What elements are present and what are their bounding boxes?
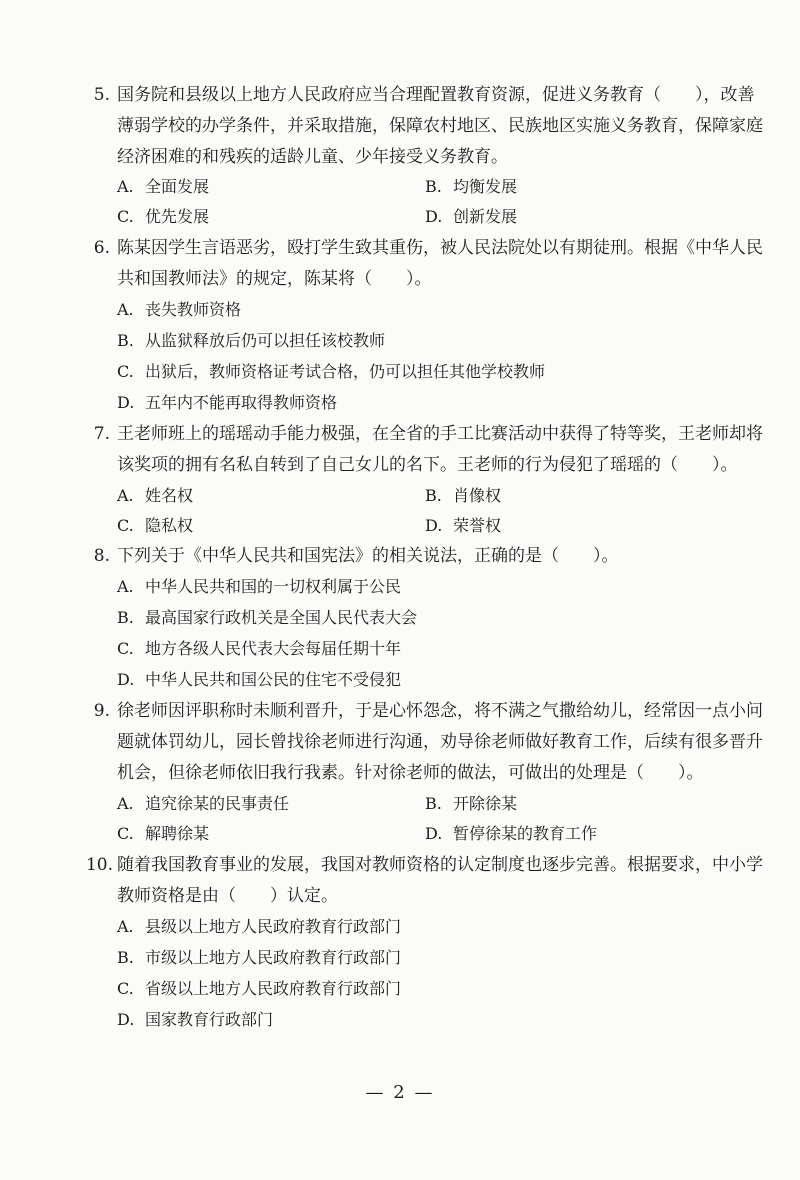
- option-letter: A.: [117, 177, 134, 196]
- option-text: 肖像权: [453, 486, 502, 505]
- option-letter: B.: [117, 608, 134, 627]
- option-a: [117, 485, 193, 507]
- option-b: [425, 793, 517, 815]
- option-c: [117, 361, 545, 383]
- option-text: 姓名权: [145, 486, 194, 505]
- option-b: [117, 607, 417, 629]
- option-text: 中华人民共和国的一切权利属于公民: [145, 577, 402, 596]
- option-c: [117, 206, 209, 228]
- option-b: [117, 947, 401, 969]
- option-a: [117, 793, 289, 815]
- option-a: [117, 176, 209, 198]
- option-text: 开除徐某: [453, 794, 518, 813]
- option-d: [425, 515, 501, 537]
- option-letter: A.: [117, 917, 134, 936]
- question-number: 9.: [93, 701, 110, 721]
- question-number: 6.: [93, 238, 110, 258]
- option-text: 追究徐某的民事责任: [145, 794, 290, 813]
- option-c: [117, 823, 209, 845]
- option-text: 省级以上地方人民政府教育行政部门: [145, 979, 402, 998]
- question-stem-line: 机会，但徐老师依旧我行我素。针对徐老师的做法，可做出的处理是（ ）。: [117, 763, 704, 783]
- option-text: 隐私权: [145, 516, 194, 535]
- option-text: 荣誉权: [453, 516, 502, 535]
- question-stem-line: 陈某因学生言语恶劣，殴打学生致其重伤，被人民法院处以有期徒刑。根据《中华人民: [117, 238, 763, 258]
- question-stem-line: 教师资格是由（ ）认定。: [117, 886, 338, 906]
- option-letter: A.: [117, 300, 134, 319]
- option-d: [425, 206, 517, 228]
- question-stem-line: 王老师班上的瑶瑶动手能力极强，在全省的手工比赛活动中获得了特等奖，王老师却将: [117, 424, 763, 444]
- option-text: 地方各级人民代表大会每届任期十年: [145, 639, 402, 658]
- question-number: 8.: [93, 546, 110, 566]
- option-d: [117, 392, 337, 414]
- option-letter: D.: [425, 207, 443, 226]
- option-letter: D.: [117, 1010, 135, 1029]
- question-stem-line: 薄弱学校的办学条件，并采取措施，保障农村地区、民族地区实施义务教育，保障家庭: [117, 116, 763, 136]
- question-stem-line: 国务院和县级以上地方人民政府应当合理配置教育资源，促进义务教育（ ），改善: [117, 85, 755, 105]
- option-c: [117, 515, 193, 537]
- option-text: 市级以上地方人民政府教育行政部门: [145, 948, 402, 967]
- option-letter: A.: [117, 486, 134, 505]
- question-number: 7.: [93, 424, 110, 444]
- question-number: 5.: [93, 85, 110, 105]
- question-stem-line: 下列关于《中华人民共和国宪法》的相关说法，正确的是（ ）。: [117, 546, 619, 566]
- option-letter: B.: [425, 486, 442, 505]
- option-letter: C.: [117, 639, 134, 658]
- option-b: [425, 176, 517, 198]
- option-a: [117, 576, 401, 598]
- option-text: 国家教育行政部门: [145, 1010, 274, 1029]
- question-stem-line: 经济困难的和残疾的适龄儿童、少年接受义务教育。: [117, 147, 508, 167]
- option-letter: A.: [117, 577, 134, 596]
- option-text: 创新发展: [453, 207, 518, 226]
- option-c: [117, 978, 401, 1000]
- option-letter: C.: [117, 979, 134, 998]
- option-a: [117, 916, 401, 938]
- option-text: 从监狱释放后仍可以担任该校教师: [145, 331, 386, 350]
- option-text: 全面发展: [145, 177, 210, 196]
- option-text: 优先发展: [145, 207, 210, 226]
- question-stem-line: 随着我国教育事业的发展，我国对教师资格的认定制度也逐步完善。根据要求，中小学: [117, 855, 763, 875]
- question-stem-line: 题就体罚幼儿，园长曾找徐老师进行沟通，劝导徐老师做好教育工作，后续有很多晋升: [117, 732, 763, 752]
- option-text: 丧失教师资格: [145, 300, 242, 319]
- option-text: 五年内不能再取得教师资格: [145, 393, 338, 412]
- option-letter: C.: [117, 516, 134, 535]
- option-letter: B.: [425, 177, 442, 196]
- question-stem-line: 共和国教师法》的规定，陈某将（ ）。: [117, 269, 432, 289]
- option-letter: C.: [117, 824, 134, 843]
- option-letter: C.: [117, 362, 134, 381]
- question-stem-line: 徐老师因评职称时未顺利晋升，于是心怀怨念，将不满之气撒给幼儿，经常因一点小问: [117, 701, 763, 721]
- option-text: 中华人民共和国公民的住宅不受侵犯: [145, 670, 402, 689]
- option-d: [425, 823, 597, 845]
- option-letter: B.: [425, 794, 442, 813]
- option-letter: B.: [117, 331, 134, 350]
- question-stem-line: 该奖项的拥有名私自转到了自己女儿的名下。王老师的行为侵犯了瑶瑶的（ ）。: [117, 455, 738, 475]
- option-c: [117, 638, 401, 660]
- option-b: [425, 485, 501, 507]
- option-letter: C.: [117, 207, 134, 226]
- option-text: 解聘徐某: [145, 824, 210, 843]
- option-text: 县级以上地方人民政府教育行政部门: [145, 917, 402, 936]
- option-letter: D.: [425, 516, 443, 535]
- option-text: 最高国家行政机关是全国人民代表大会: [145, 608, 418, 627]
- option-d: [117, 1009, 273, 1031]
- option-letter: A.: [117, 794, 134, 813]
- option-text: 均衡发展: [453, 177, 518, 196]
- option-a: [117, 299, 241, 321]
- option-letter: D.: [117, 393, 135, 412]
- question-number: 10.: [85, 855, 113, 875]
- option-text: 暂停徐某的教育工作: [453, 824, 598, 843]
- option-b: [117, 330, 385, 352]
- option-text: 出狱后，教师资格证考试合格，仍可以担任其他学校教师: [145, 362, 546, 381]
- option-letter: B.: [117, 948, 134, 967]
- option-letter: D.: [117, 670, 135, 689]
- page-number: — 2 —: [365, 1082, 435, 1103]
- option-letter: D.: [425, 824, 443, 843]
- option-d: [117, 669, 401, 691]
